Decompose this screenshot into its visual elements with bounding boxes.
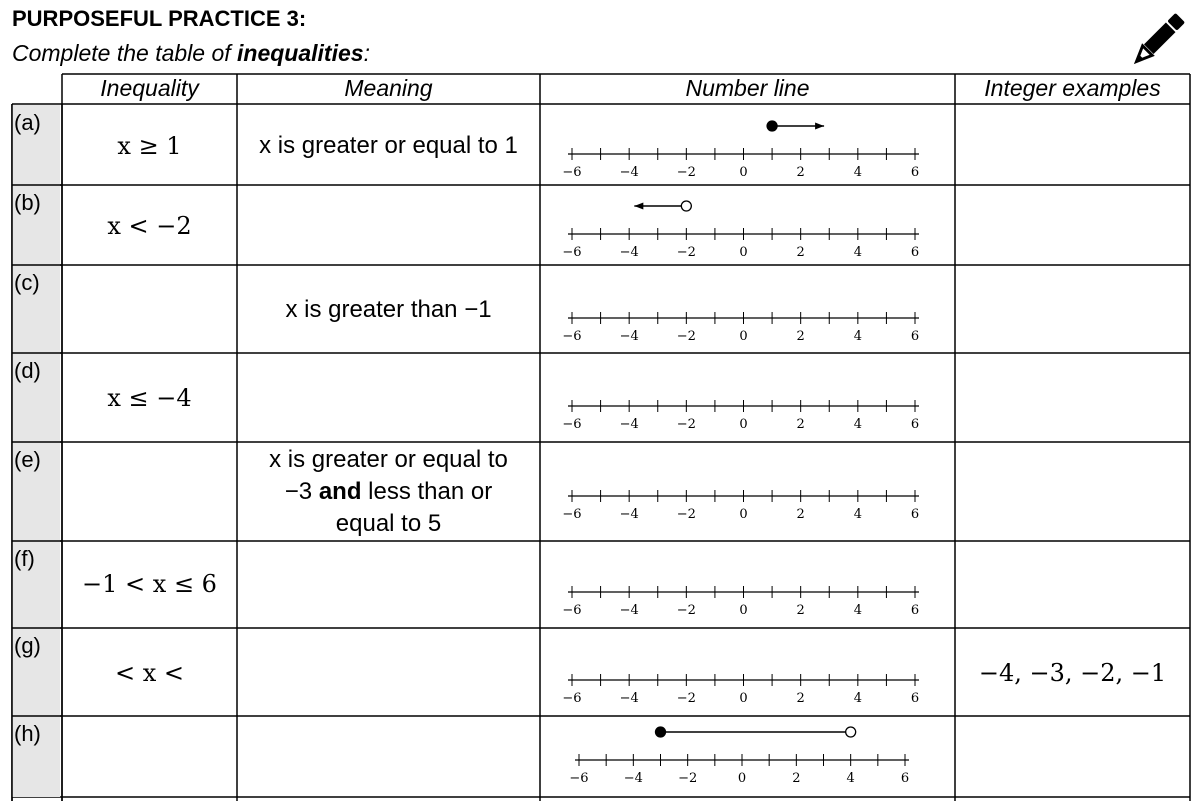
tick-label: −4 bbox=[619, 329, 639, 344]
tick-label: −4 bbox=[619, 691, 639, 706]
tick-label: 0 bbox=[739, 603, 748, 618]
arrow-head bbox=[634, 203, 643, 210]
tick-label: −2 bbox=[676, 165, 696, 180]
start-point bbox=[656, 727, 666, 737]
tick-label: 4 bbox=[853, 417, 862, 432]
tick-label: 4 bbox=[846, 771, 855, 786]
tick-label: 2 bbox=[796, 417, 805, 432]
tick-label: 0 bbox=[739, 691, 748, 706]
tick-label: 6 bbox=[910, 329, 920, 344]
row-label-g: (g) bbox=[14, 633, 41, 658]
tick-label: 6 bbox=[910, 691, 920, 706]
tick-label: −6 bbox=[562, 165, 582, 180]
tick-label: 2 bbox=[796, 329, 805, 344]
header-integer-examples: Integer examples bbox=[984, 75, 1161, 101]
tick-label: 0 bbox=[739, 507, 748, 522]
tick-label: −2 bbox=[676, 691, 696, 706]
tick-label: −6 bbox=[562, 245, 582, 260]
tick-label: 2 bbox=[796, 603, 805, 618]
instructions: Complete the table of inequalities: bbox=[12, 40, 370, 66]
tick-label: 4 bbox=[853, 245, 862, 260]
inequality-a[interactable]: x ≥ 1 bbox=[117, 132, 182, 160]
tick-label: 6 bbox=[900, 771, 910, 786]
tick-label: 4 bbox=[853, 691, 862, 706]
tick-label: −6 bbox=[562, 417, 582, 432]
header-inequality: Inequality bbox=[100, 75, 199, 101]
tick-label: 2 bbox=[792, 771, 801, 786]
tick-label: 2 bbox=[796, 691, 805, 706]
inequality-d[interactable]: x ≤ −4 bbox=[107, 384, 192, 412]
meaning-e-line2: −3 and less than or bbox=[284, 478, 493, 505]
tick-label: 4 bbox=[853, 507, 862, 522]
examples-g[interactable]: −4, −3, −2, −1 bbox=[978, 659, 1167, 687]
tick-label: −6 bbox=[562, 329, 582, 344]
meaning-c[interactable]: x is greater than −1 bbox=[285, 296, 492, 323]
row-label-b: (b) bbox=[14, 190, 41, 215]
tick-label: −6 bbox=[562, 603, 582, 618]
tick-label: −6 bbox=[569, 771, 589, 786]
tick-label: −4 bbox=[619, 417, 639, 432]
tick-label: 2 bbox=[796, 507, 805, 522]
tick-label: −4 bbox=[623, 771, 643, 786]
tick-label: −4 bbox=[619, 165, 639, 180]
tick-label: −2 bbox=[676, 603, 696, 618]
tick-label: −6 bbox=[562, 507, 582, 522]
tick-label: −2 bbox=[676, 507, 696, 522]
tick-label: 0 bbox=[739, 329, 748, 344]
inequality-f[interactable]: −1 < x ≤ 6 bbox=[82, 570, 217, 598]
tick-label: −4 bbox=[619, 507, 639, 522]
tick-label: 4 bbox=[853, 329, 862, 344]
tick-label: 4 bbox=[853, 603, 862, 618]
row-label-f: (f) bbox=[14, 546, 35, 571]
tick-label: −2 bbox=[676, 245, 696, 260]
row-label-a: (a) bbox=[14, 110, 41, 135]
start-point bbox=[767, 121, 777, 131]
tick-label: 0 bbox=[739, 245, 748, 260]
tick-label: −4 bbox=[619, 603, 639, 618]
tick-label: 0 bbox=[739, 165, 748, 180]
end-point bbox=[846, 727, 856, 737]
row-label-e: (e) bbox=[14, 447, 41, 472]
tick-label: 4 bbox=[853, 165, 862, 180]
tick-label: 2 bbox=[796, 165, 805, 180]
header-meaning: Meaning bbox=[344, 75, 433, 101]
row-label-d: (d) bbox=[14, 358, 41, 383]
tick-label: −4 bbox=[619, 245, 639, 260]
tick-label: −2 bbox=[676, 417, 696, 432]
tick-label: −2 bbox=[678, 771, 698, 786]
tick-label: −6 bbox=[562, 691, 582, 706]
tick-label: 6 bbox=[910, 507, 920, 522]
row-label-h: (h) bbox=[14, 721, 41, 746]
tick-label: 6 bbox=[910, 165, 920, 180]
tick-label: 6 bbox=[910, 245, 920, 260]
page-title: PURPOSEFUL PRACTICE 3: bbox=[12, 6, 307, 31]
start-point bbox=[681, 201, 691, 211]
tick-label: −2 bbox=[676, 329, 696, 344]
tick-label: 6 bbox=[910, 417, 920, 432]
meaning-e-line1: x is greater or equal to bbox=[269, 446, 508, 473]
tick-label: 0 bbox=[739, 417, 748, 432]
inequality-g[interactable]: < x < bbox=[114, 659, 184, 687]
meaning-e-line3: equal to 5 bbox=[335, 510, 442, 537]
tick-label: 6 bbox=[910, 603, 920, 618]
tick-label: 0 bbox=[737, 771, 747, 786]
tick-label: 2 bbox=[796, 245, 805, 260]
row-label-c: (c) bbox=[14, 270, 40, 295]
meaning-a[interactable]: x is greater or equal to 1 bbox=[259, 132, 518, 159]
header-number-line: Number line bbox=[685, 75, 810, 101]
arrow-head bbox=[815, 123, 824, 130]
inequality-b[interactable]: x < −2 bbox=[107, 212, 192, 240]
